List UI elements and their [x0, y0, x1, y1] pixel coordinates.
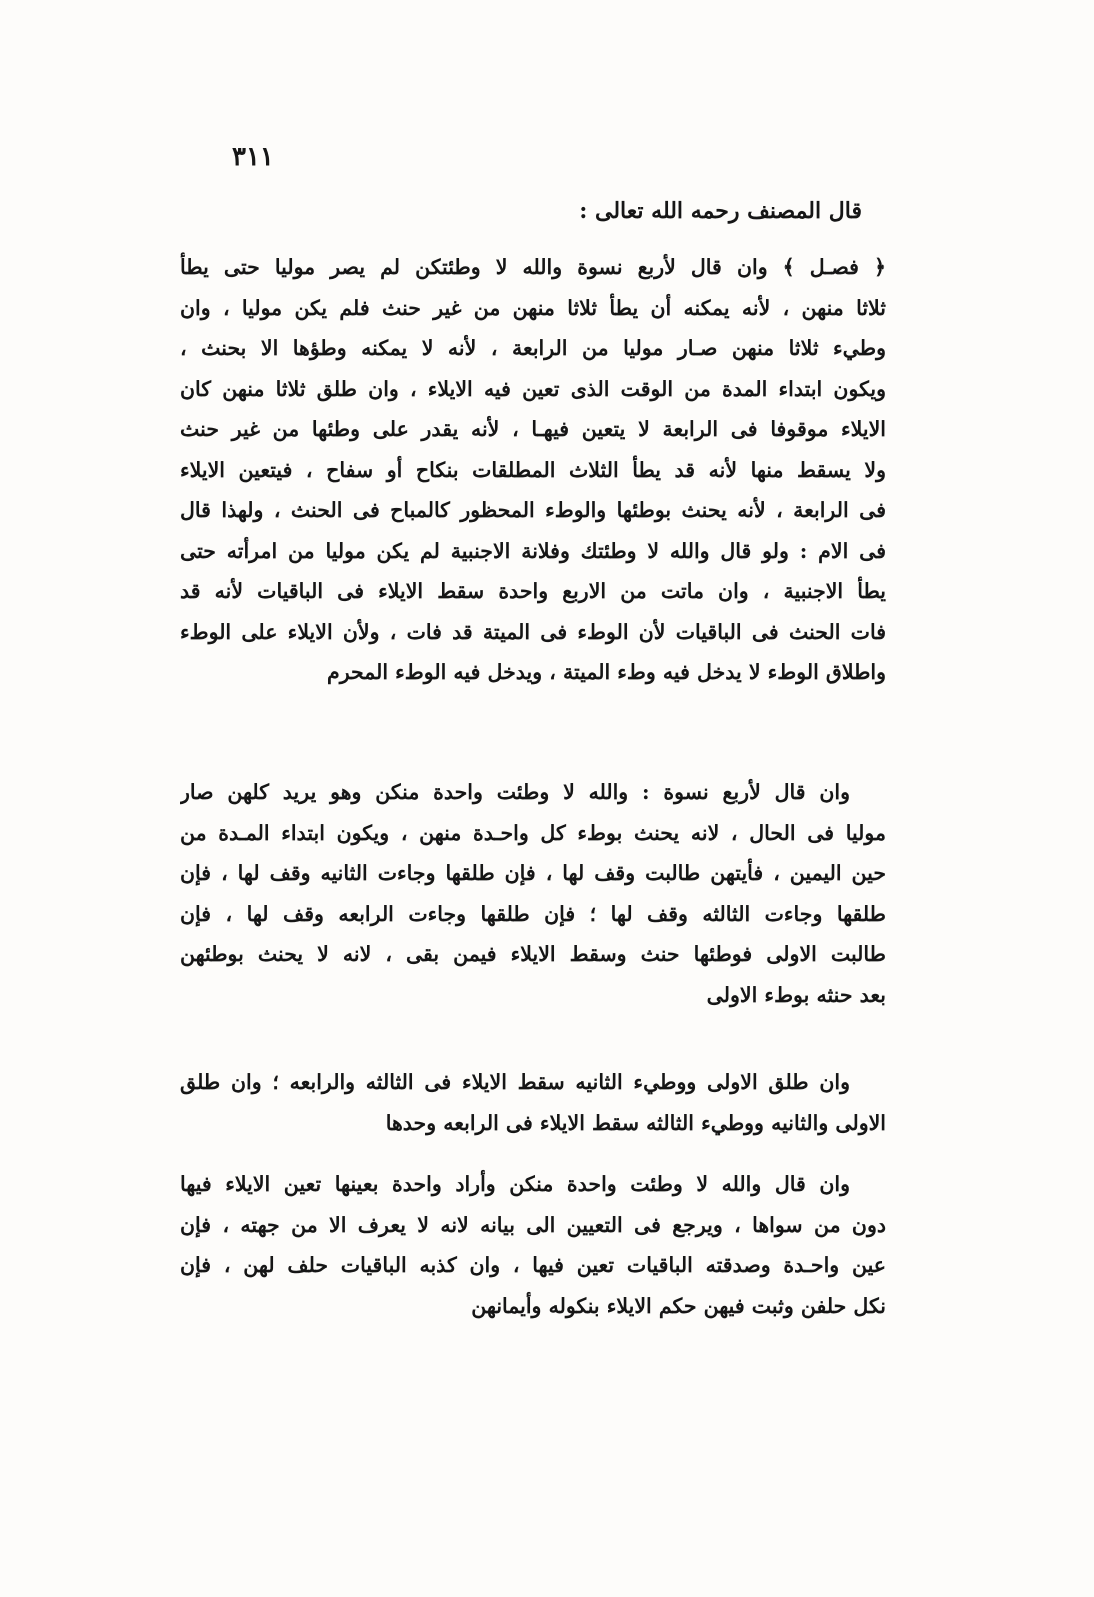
text-line: بعد حنثه بوطء الاولى	[706, 982, 886, 1007]
text-line: ويكون ابتداء المدة من الوقت الذى تعين فيه الايلاء ، وان طلق ثلاثا منهن كان	[180, 376, 886, 401]
text-line: ولا يسقط منها لأنه قد يطأ الثلاث المطلقات بنكاح أو سفاح ، فيتعين الايلاء	[180, 457, 886, 482]
text-line: ﴿ فصـل ﴾ وان قال لأربع نسوة والله لا وطئتكن لم يصر موليا حتى يطأ	[180, 255, 886, 279]
text-line: وان طلق الاولى ووطيء الثانيه سقط الايلاء فى الثالثه والرابعه ؛ وان طلق	[180, 1070, 850, 1094]
text-line: نكل حلفن وثبت فيهن حكم الايلاء بنكوله وأيمانهن	[471, 1293, 886, 1318]
text-line: ثلاثا منهن ، لأنه يمكنه أن يطأ ثلاثا منهن من غير حنث فلم يكن موليا ، وان	[180, 295, 886, 320]
paragraph-3	[180, 1062, 886, 1143]
paragraph-4	[180, 1164, 886, 1326]
text-line: فى الام : ولو قال والله لا وطئتك وفلانة الاجنبية لم يكن موليا من امرأته حتى	[180, 538, 886, 563]
paragraph-1	[180, 247, 886, 693]
text-line: دون من سواها ، ويرجع فى التعيين الى بيانه لانه لا يعرف الا من جهته ، فإن	[180, 1212, 886, 1237]
text-line: الاولى والثانيه ووطيء الثالثه سقط الايلاء فى الرابعه وحدها	[385, 1110, 886, 1135]
text-line: حين اليمين ، فأيتهن طالبت وقف لها ، فإن طلقها وجاءت الثانيه وقف لها ، فإن	[180, 861, 886, 885]
text-line: يطأ الاجنبية ، وان ماتت من الاربع واحدة سقط الايلاء فى الباقيات لأنه قد	[180, 579, 886, 603]
text-line: عين واحـدة وصدقته الباقيات تعين فيها ، وان كذبه الباقيات حلف لهن ، فإن	[180, 1253, 886, 1277]
text-line: موليا فى الحال ، لانه يحنث بوطء كل واحـدة منهن ، ويكون ابتداء المـدة من	[180, 820, 886, 845]
text-line: وان قال لأربع نسوة : والله لا وطئت واحدة منكن وهو يريد كلهن صار	[180, 780, 850, 804]
text-line: طالبت الاولى فوطئها حنث وسقط الايلاء فيمن بقى ، لانه لا يحنث بوطئهن	[180, 942, 886, 966]
text-line: واطلاق الوطء لا يدخل فيه وطء الميتة ، ويدخل فيه الوطء المحرم	[327, 660, 886, 684]
text-line: وان قال والله لا وطئت واحدة منكن وأراد واحدة بعينها تعين الايلاء فيها	[180, 1172, 850, 1196]
page-number: ٣١١	[232, 142, 274, 172]
text-line: طلقها وجاءت الثالثه وقف لها ؛ فإن طلقها وجاءت الرابعه وقف لها ، فإن	[180, 901, 886, 926]
section-heading: قال المصنف رحمه الله تعالى :	[579, 198, 862, 224]
text-line: فى الرابعة ، لأنه يحنث بوطئها والوطء المحظور كالمباح فى الحنث ، ولهذا قال	[180, 498, 886, 522]
text-line: وطيء ثلاثا منهن صـار موليا من الرابعة ، لأنه لا يمكنه وطؤها الا بحنث ،	[180, 336, 886, 360]
text-line: الايلاء موقوفا فى الرابعة لا يتعين فيهـا ، لأنه يقدر على وطئها من غير حنث	[180, 417, 886, 441]
text-line: فات الحنث فى الباقيات لأن الوطء فى الميتة قد فات ، ولأن الايلاء على الوطء	[180, 619, 886, 644]
paragraph-2	[180, 772, 886, 1015]
